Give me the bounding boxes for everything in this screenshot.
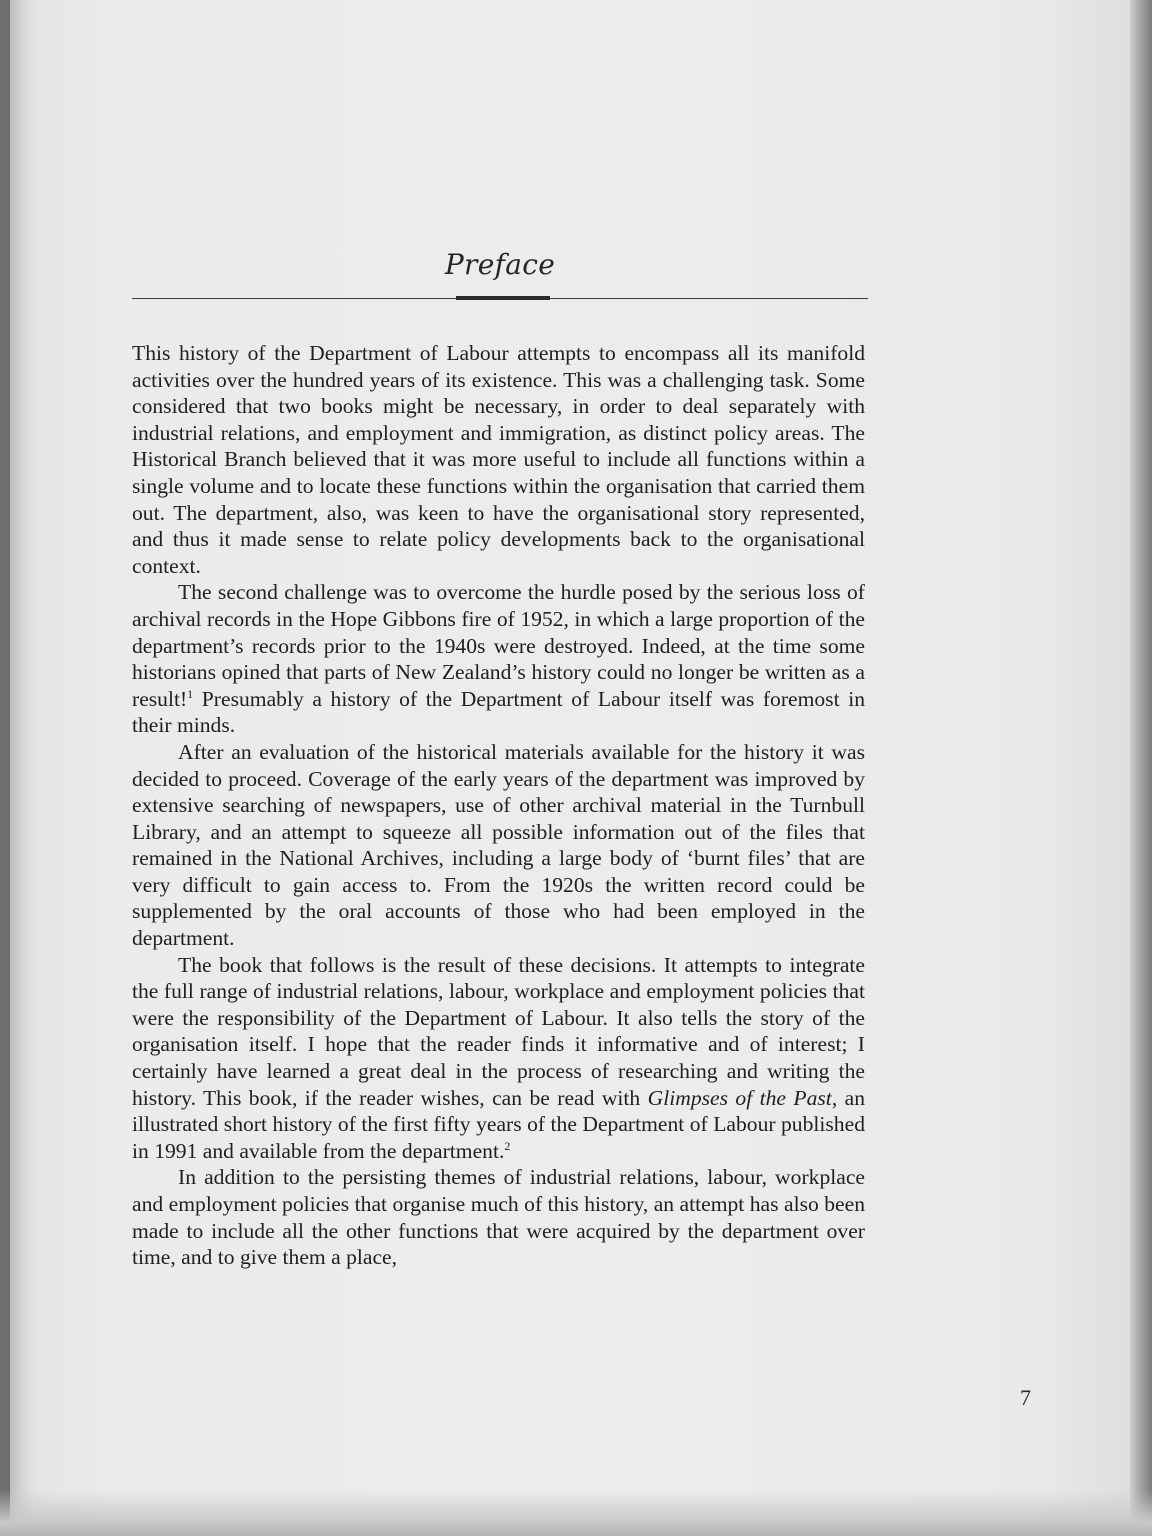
page-bottom-shadow [0, 1490, 1152, 1536]
footnote-ref-1: 1 [187, 686, 194, 701]
paragraph-4-part-b: , an illustrated short history of the first fifty years of the Department of Labour published in 1991 and available from the department. [132, 1085, 866, 1163]
page-title: Preface [444, 248, 556, 281]
title-rule-accent [456, 296, 550, 300]
paragraph-5: In addition to the persisting themes of industrial relations, labour, workplace and employment policies that organise much of this history, an attempt has also been made to include all the other functions that were acquired by the department over time, and to give them a place, [132, 1165, 865, 1270]
paragraph-2-part-a: The second challenge was to overcome the hurdle posed by the serious loss of archival records in the Hope Gibbons fire of 1952, in which a large proportion of the department’s records prior to the 1940s were destroyed. Indeed, at the time some historians opined that parts of New Zealand’s history could no longer be written as a result! [132, 580, 865, 711]
body-text [132, 340, 865, 1271]
paragraph-3: After an evaluation of the historical materials available for the history it was decided to proceed. Coverage of the early years of the department was improved by extensive searching of newspapers, use of other archival material in the Turnbull Library, and an attempt to squeeze all possible information out of the files that remained in the National Archives, including a large body of ‘burnt files’ that are very difficult to gain access to. From the 1920s the written record could be supplemented by the oral accounts of those who had been employed in the department. [132, 739, 865, 951]
paragraph-1: This history of the Department of Labour attempts to encompass all its manifold activities over the hundred years of its existence. This was a challenging task. Some considered that two books might be necessary, in order to deal separately with industrial relations, and employment and immigration, as distinct policy areas. The Historical Branch believed that it was more useful to include all functions within a single volume and to locate these functions within the organisation that carried them out. The department, also, was keen to have the organisational story represented, and thus it made sense to relate policy developments back to the organisational context. [132, 341, 865, 578]
book-page [10, 0, 1130, 1536]
paragraph-4 [132, 952, 865, 1165]
book-title-reference: Glimpses of the Past [647, 1085, 832, 1110]
binding-shadow [10, 0, 32, 1536]
paragraph-2-part-b: Presumably a history of the Department of Labour itself was foremost in their minds. [132, 686, 865, 738]
page-stack-edge [1130, 0, 1152, 1536]
paragraph-4-part-a: The book that follows is the result of these decisions. It attempts to integrate the full range of industrial relations, labour, workplace and employment policies that were the responsibility of the Department of Labour. It also tells the story of the organisation itself. I hope that the reader finds it informative and of interest; I certainly have learned a great deal in the process of researching and writing the history. This book, if the reader wishes, can be read with [132, 952, 865, 1110]
page-number: 7 [1020, 1385, 1031, 1410]
paragraph-2 [132, 579, 865, 739]
footnote-ref-2: 2 [504, 1138, 511, 1153]
